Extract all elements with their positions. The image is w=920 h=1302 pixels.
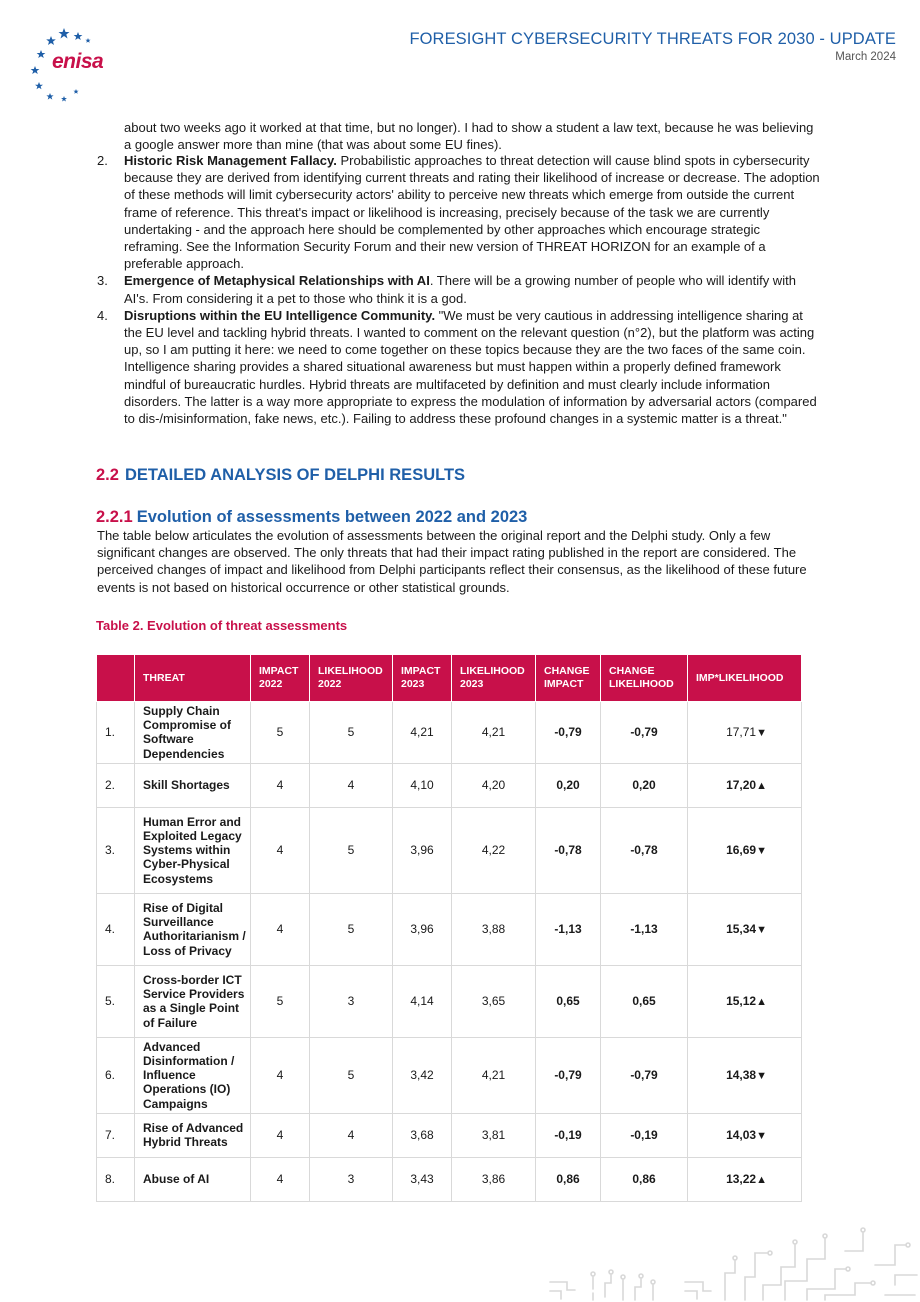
enisa-logo-text: enisa bbox=[52, 50, 104, 73]
impact-likelihood-product bbox=[688, 1157, 802, 1201]
change-likelihood: -0,79 bbox=[601, 1037, 688, 1113]
product-value: 13,22 bbox=[726, 1171, 757, 1186]
product-value: 14,03 bbox=[726, 1127, 757, 1142]
change-likelihood: 0,20 bbox=[601, 763, 688, 807]
column-header: THREAT bbox=[135, 655, 251, 702]
row-index: 2. bbox=[97, 763, 135, 807]
threat-name: Human Error and Exploited Legacy Systems within Cyber-Physical Ecosystems bbox=[135, 807, 251, 893]
list-number: 3. bbox=[97, 273, 108, 289]
threat-assessment-table bbox=[96, 654, 802, 1202]
subsection-heading bbox=[96, 508, 527, 527]
product-value: 17,20 bbox=[726, 777, 757, 792]
likelihood-2022: 4 bbox=[310, 1113, 393, 1157]
impact-likelihood-product bbox=[688, 1113, 802, 1157]
impact-likelihood-product bbox=[688, 893, 802, 965]
column-header: IMPACT 2023 bbox=[393, 655, 452, 702]
section-title: DETAILED ANALYSIS OF DELPHI RESULTS bbox=[124, 466, 466, 484]
column-header: LIKELIHOOD 2023 bbox=[452, 655, 536, 702]
impact-likelihood-product bbox=[688, 965, 802, 1037]
product-value: 15,34 bbox=[726, 921, 757, 936]
change-impact: -0,19 bbox=[536, 1113, 601, 1157]
impact-2022: 4 bbox=[251, 807, 310, 893]
trend-down-icon: ▼ bbox=[756, 726, 767, 739]
list-item bbox=[97, 307, 820, 427]
list-item-text: . There will be a growing number of people who will identify with AI's. From considering it a pet to those who think it is a god. bbox=[124, 273, 796, 306]
impact-2023: 4,14 bbox=[393, 965, 452, 1037]
section-heading bbox=[96, 466, 465, 485]
table-row bbox=[97, 702, 802, 764]
likelihood-2023: 4,20 bbox=[452, 763, 536, 807]
impact-2022: 4 bbox=[251, 763, 310, 807]
likelihood-2023: 4,21 bbox=[452, 1037, 536, 1113]
change-likelihood: 0,86 bbox=[601, 1157, 688, 1201]
likelihood-2023: 4,21 bbox=[452, 702, 536, 764]
list-number: 2. bbox=[97, 153, 108, 168]
product-value: 14,38 bbox=[726, 1067, 757, 1082]
impact-2023: 3,43 bbox=[393, 1157, 452, 1201]
row-index: 8. bbox=[97, 1157, 135, 1201]
impact-likelihood-product bbox=[688, 807, 802, 893]
list-item-title: Emergence of Metaphysical Relationships with AI bbox=[124, 273, 430, 289]
subsection-title: Evolution of assessments between 2022 and 2023 bbox=[136, 508, 528, 526]
document-date: March 2024 bbox=[835, 51, 896, 63]
impact-2022: 5 bbox=[251, 965, 310, 1037]
row-index: 6. bbox=[97, 1037, 135, 1113]
likelihood-2023: 3,88 bbox=[452, 893, 536, 965]
impact-2022: 4 bbox=[251, 1157, 310, 1201]
table-row bbox=[97, 763, 802, 807]
likelihood-2023: 3,81 bbox=[452, 1113, 536, 1157]
likelihood-2022: 5 bbox=[310, 807, 393, 893]
likelihood-2022: 5 bbox=[310, 893, 393, 965]
table-row bbox=[97, 1037, 802, 1113]
change-impact: -0,78 bbox=[536, 807, 601, 893]
trend-down-icon: ▼ bbox=[756, 844, 767, 857]
likelihood-2022: 5 bbox=[310, 1037, 393, 1113]
impact-2023: 3,42 bbox=[393, 1037, 452, 1113]
table-caption: Table 2. Evolution of threat assessments bbox=[96, 618, 348, 633]
impact-likelihood-product bbox=[688, 1037, 802, 1113]
trend-up-icon: ▲ bbox=[756, 779, 767, 792]
column-header bbox=[97, 655, 135, 702]
likelihood-2023: 4,22 bbox=[452, 807, 536, 893]
likelihood-2023: 3,65 bbox=[452, 965, 536, 1037]
impact-2023: 3,96 bbox=[393, 807, 452, 893]
likelihood-2022: 4 bbox=[310, 763, 393, 807]
change-likelihood: 0,65 bbox=[601, 965, 688, 1037]
threat-name: Advanced Disinformation / Influence Operations (IO) Campaigns bbox=[135, 1037, 251, 1113]
impact-2023: 4,10 bbox=[393, 763, 452, 807]
threat-name: Supply Chain Compromise of Software Dependencies bbox=[135, 702, 251, 764]
impact-likelihood-product bbox=[688, 763, 802, 807]
change-impact: 0,20 bbox=[536, 763, 601, 807]
document-title: FORESIGHT CYBERSECURITY THREATS FOR 2030 - UPDATE bbox=[409, 30, 896, 48]
threat-name: Rise of Digital Surveillance Authoritarianism / Loss of Privacy bbox=[135, 893, 251, 965]
threat-name: Rise of Advanced Hybrid Threats bbox=[135, 1113, 251, 1157]
likelihood-2022: 5 bbox=[310, 702, 393, 764]
list-item-text: Probabilistic approaches to threat detection will cause blind spots in cybersecurity because they are derived from identifying current threats and rating their likelihood of increase or decrease. The adoption of these methods will limit cybersecurity actors' ability to perceive new threats which emerge from outside the current frame of reference. This threat's impact or likelihood is increasing, precisely because of the task we are currently undertaking - and the approach here should be complemented by other approaches which encourage strategic reframing. See the Information Security Forum and their new version of THREAT HORIZON for an example of a preferable approach. bbox=[124, 153, 820, 272]
column-header: IMPACT 2022 bbox=[251, 655, 310, 702]
circuit-decoration bbox=[545, 1225, 920, 1302]
product-value: 15,12 bbox=[726, 993, 757, 1008]
trend-up-icon: ▲ bbox=[756, 995, 767, 1008]
likelihood-2023: 3,86 bbox=[452, 1157, 536, 1201]
trend-up-icon: ▲ bbox=[756, 1173, 767, 1186]
impact-2023: 3,96 bbox=[393, 893, 452, 965]
table-row bbox=[97, 965, 802, 1037]
trend-down-icon: ▼ bbox=[756, 1129, 767, 1142]
change-likelihood: -0,19 bbox=[601, 1113, 688, 1157]
threat-name: Skill Shortages bbox=[135, 763, 251, 807]
change-impact: 0,86 bbox=[536, 1157, 601, 1201]
table-row bbox=[97, 1157, 802, 1201]
impact-2022: 4 bbox=[251, 1113, 310, 1157]
change-impact: 0,65 bbox=[536, 965, 601, 1037]
likelihood-2022: 3 bbox=[310, 965, 393, 1037]
table-row bbox=[97, 807, 802, 893]
change-impact: -0,79 bbox=[536, 1037, 601, 1113]
trend-down-icon: ▼ bbox=[756, 923, 767, 936]
trend-down-icon: ▼ bbox=[756, 1069, 767, 1082]
row-index: 3. bbox=[97, 807, 135, 893]
product-value: 16,69 bbox=[726, 842, 757, 857]
subsection-number: 2.2.1 bbox=[96, 508, 133, 526]
column-header: CHANGE LIKELIHOOD bbox=[601, 655, 688, 702]
row-index: 1. bbox=[97, 702, 135, 764]
table-header-row bbox=[97, 655, 802, 702]
list-item-text: "We must be very cautious in addressing intelligence sharing at the EU level and tackling hybrid threats. I wanted to comment on the relevant question (n°2), but the platform was acting up, so I am putting it here: we need to come together on these topics because they are the two faces of the same coin. Intelligence sharing provides a shared situational awareness but must happen within a properly defined framework mindful of bureaucratic hurdles. Hybrid threats are multifaceted by definition and must clearly include information disorders. The latter is a way more appropriate to express the modulation of information by adversarial actors (compared to dis-/misinformation, fake news, etc.). Failing to address these profound changes in a systemic matter is a threat." bbox=[124, 307, 817, 427]
impact-2023: 3,68 bbox=[393, 1113, 452, 1157]
column-header: LIKELIHOOD 2022 bbox=[310, 655, 393, 702]
table-row bbox=[97, 1113, 802, 1157]
impact-likelihood-product bbox=[688, 702, 802, 764]
change-impact: -0,79 bbox=[536, 702, 601, 764]
column-header: CHANGE IMPACT bbox=[536, 655, 601, 702]
list-item-title: Historic Risk Management Fallacy. bbox=[124, 153, 337, 168]
row-index: 4. bbox=[97, 893, 135, 965]
threat-name: Abuse of AI bbox=[135, 1157, 251, 1201]
column-header: IMP*LIKELIHOOD bbox=[688, 655, 802, 702]
impact-2022: 5 bbox=[251, 702, 310, 764]
change-impact: -1,13 bbox=[536, 893, 601, 965]
table-row bbox=[97, 893, 802, 965]
impact-2022: 4 bbox=[251, 1037, 310, 1113]
threat-name: Cross-border ICT Service Providers as a Single Point of Failure bbox=[135, 965, 251, 1037]
list-item-title: Disruptions within the EU Intelligence Community. bbox=[124, 307, 436, 323]
threat-list bbox=[97, 152, 820, 427]
continuation-paragraph: about two weeks ago it worked at that time, but no longer). I had to show a student a law text, because he was believing a google answer more than mine (that was about some EU fines). bbox=[124, 120, 814, 153]
change-likelihood: -0,78 bbox=[601, 807, 688, 893]
product-value: 17,71 bbox=[726, 724, 757, 739]
list-item bbox=[97, 152, 820, 272]
likelihood-2022: 3 bbox=[310, 1157, 393, 1201]
impact-2023: 4,21 bbox=[393, 702, 452, 764]
intro-paragraph: The table below articulates the evolution of assessments between the original report and the Delphi study. Only a few significant changes are observed. The only threats that had their impact rating published in the report are considered. The perceived changes of impact and likelihood from Delphi participants reflect their consensus, as the likelihood of these future events is not based on historical occurrence or other statistical grounds. bbox=[97, 528, 807, 595]
list-item bbox=[97, 272, 820, 306]
section-number: 2.2 bbox=[96, 466, 119, 484]
impact-2022: 4 bbox=[251, 893, 310, 965]
row-index: 7. bbox=[97, 1113, 135, 1157]
row-index: 5. bbox=[97, 965, 135, 1037]
change-likelihood: -1,13 bbox=[601, 893, 688, 965]
change-likelihood: -0,79 bbox=[601, 702, 688, 764]
list-number: 4. bbox=[97, 307, 108, 323]
